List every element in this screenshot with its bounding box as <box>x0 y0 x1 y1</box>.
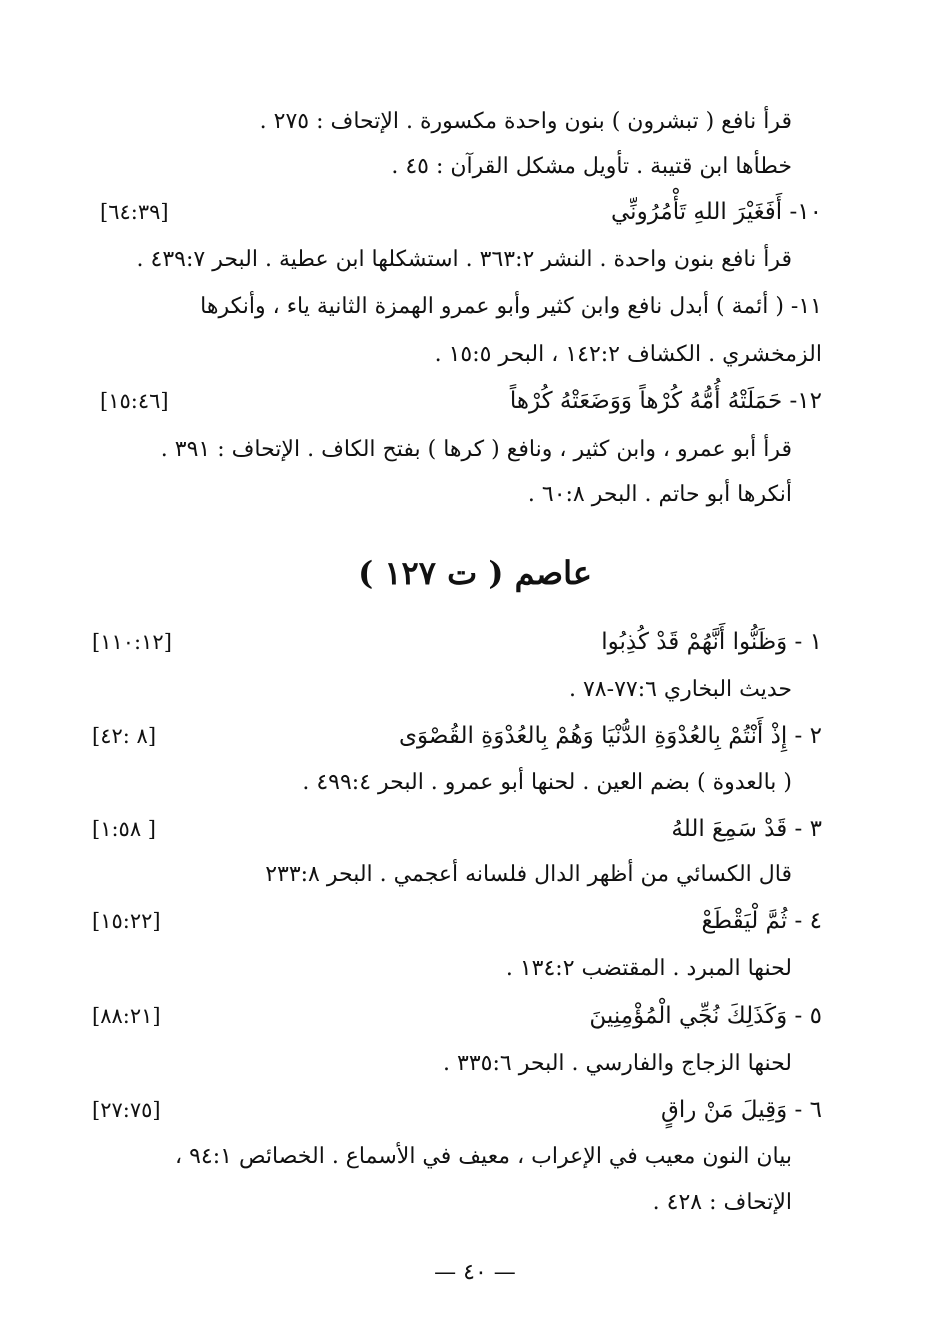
verse-reference: [١١٠:١٢] <box>92 630 172 654</box>
verse-reference: [٦٤:٣٩] <box>100 200 169 224</box>
page-number: — ٤٠ — <box>434 1260 516 1285</box>
text-line: قرأ نافع بنون واحدة . النشر ٣٦٣:٢ . استشكلها ابن عطية . البحر ٤٣٩:٧ . <box>136 247 792 272</box>
text-line: حديث البخاري ٧٧:٦-٧٨ . <box>568 677 792 702</box>
text-line: لحنها الزجاج والفارسي . البحر ٣٣٥:٦ . <box>443 1051 792 1076</box>
verse-line: ٦ - وَقِيلَ مَنْ راقٍ <box>660 1097 822 1123</box>
verse-line: ٤ - ثُمَّ لْيَقْطَعْ <box>701 908 822 934</box>
verse-reference: [١٥:٤٦] <box>100 389 169 413</box>
text-line: قال الكسائي من أظهر الدال فلسانه أعجمي . البحر ٢٣٣:٨ <box>265 862 792 887</box>
verse-reference: [٨٨:٢١] <box>92 1004 161 1028</box>
verse-line: ٥ - وَكَذَلِكَ نُجِّي الْمُؤْمِنِينَ <box>589 1003 822 1029</box>
text-line: الإتحاف : ٤٢٨ . <box>652 1190 792 1215</box>
text-line: بيان النون معيب في الإعراب ، معيف في الأسماع . الخصائص ٩٤:١ ، <box>174 1144 792 1169</box>
text-line: قرأ أبو عمرو ، وابن كثير ، ونافع ( كرها ) بفتح الكاف . الإتحاف : ٣٩١ . <box>160 437 792 462</box>
text-line: أنكرها أبو حاتم . البحر ٦٠:٨ . <box>527 482 792 507</box>
text-line: قرأ نافع ( تبشرون ) بنون واحدة مكسورة . الإتحاف : ٢٧٥ . <box>259 109 792 134</box>
text-line: لحنها المبرد . المقتضب ١٣٤:٢ . <box>505 956 792 981</box>
verse-line: ٢ - إِذْ أَنْتُمْ بِالعُدْوَةِ الدُّنْيَا وَهُمْ بِالعُدْوَةِ القُصْوَى <box>398 723 822 749</box>
verse-line: ١٢- حَمَلَتْهُ أُمُّهُ كُرْهاً وَوَضَعَتْهُ كُرْهاً <box>509 388 822 414</box>
verse-line: ١٠- أَفَغَيْرَ اللهِ تَأْمُرُونِّي <box>611 199 822 225</box>
verse-reference: [١:٥٨ ] <box>92 817 156 841</box>
verse-reference: [١٥:٢٢] <box>92 909 161 933</box>
verse-reference: [٨ :٤٢] <box>92 724 157 748</box>
text-line: الزمخشري . الكشاف ١٤٢:٢ ، البحر ١٥:٥ . <box>434 342 822 367</box>
verse-line: ١ - وَظَنُّوا أَنَّهُمْ قَدْ كُذِبُوا <box>601 629 822 655</box>
text-line: ( بالعدوة ) بضم العين . لحنها أبو عمرو . البحر ٤٩٩:٤ . <box>302 770 792 795</box>
verse-line: ٣ - قَدْ سَمِعَ اللهُ <box>671 816 822 842</box>
text-line: خطأها ابن قتيبة . تأويل مشكل القرآن : ٤٥ . <box>391 154 792 179</box>
text-line: ١١- ( أئمة ) أبدل نافع وابن كثير وأبو عمرو الهمزة الثانية ياء ، وأنكرها <box>200 294 822 319</box>
section-heading: عاصم ( ت ١٢٧ ) <box>358 554 592 592</box>
verse-reference: [٢٧:٧٥] <box>92 1098 161 1122</box>
